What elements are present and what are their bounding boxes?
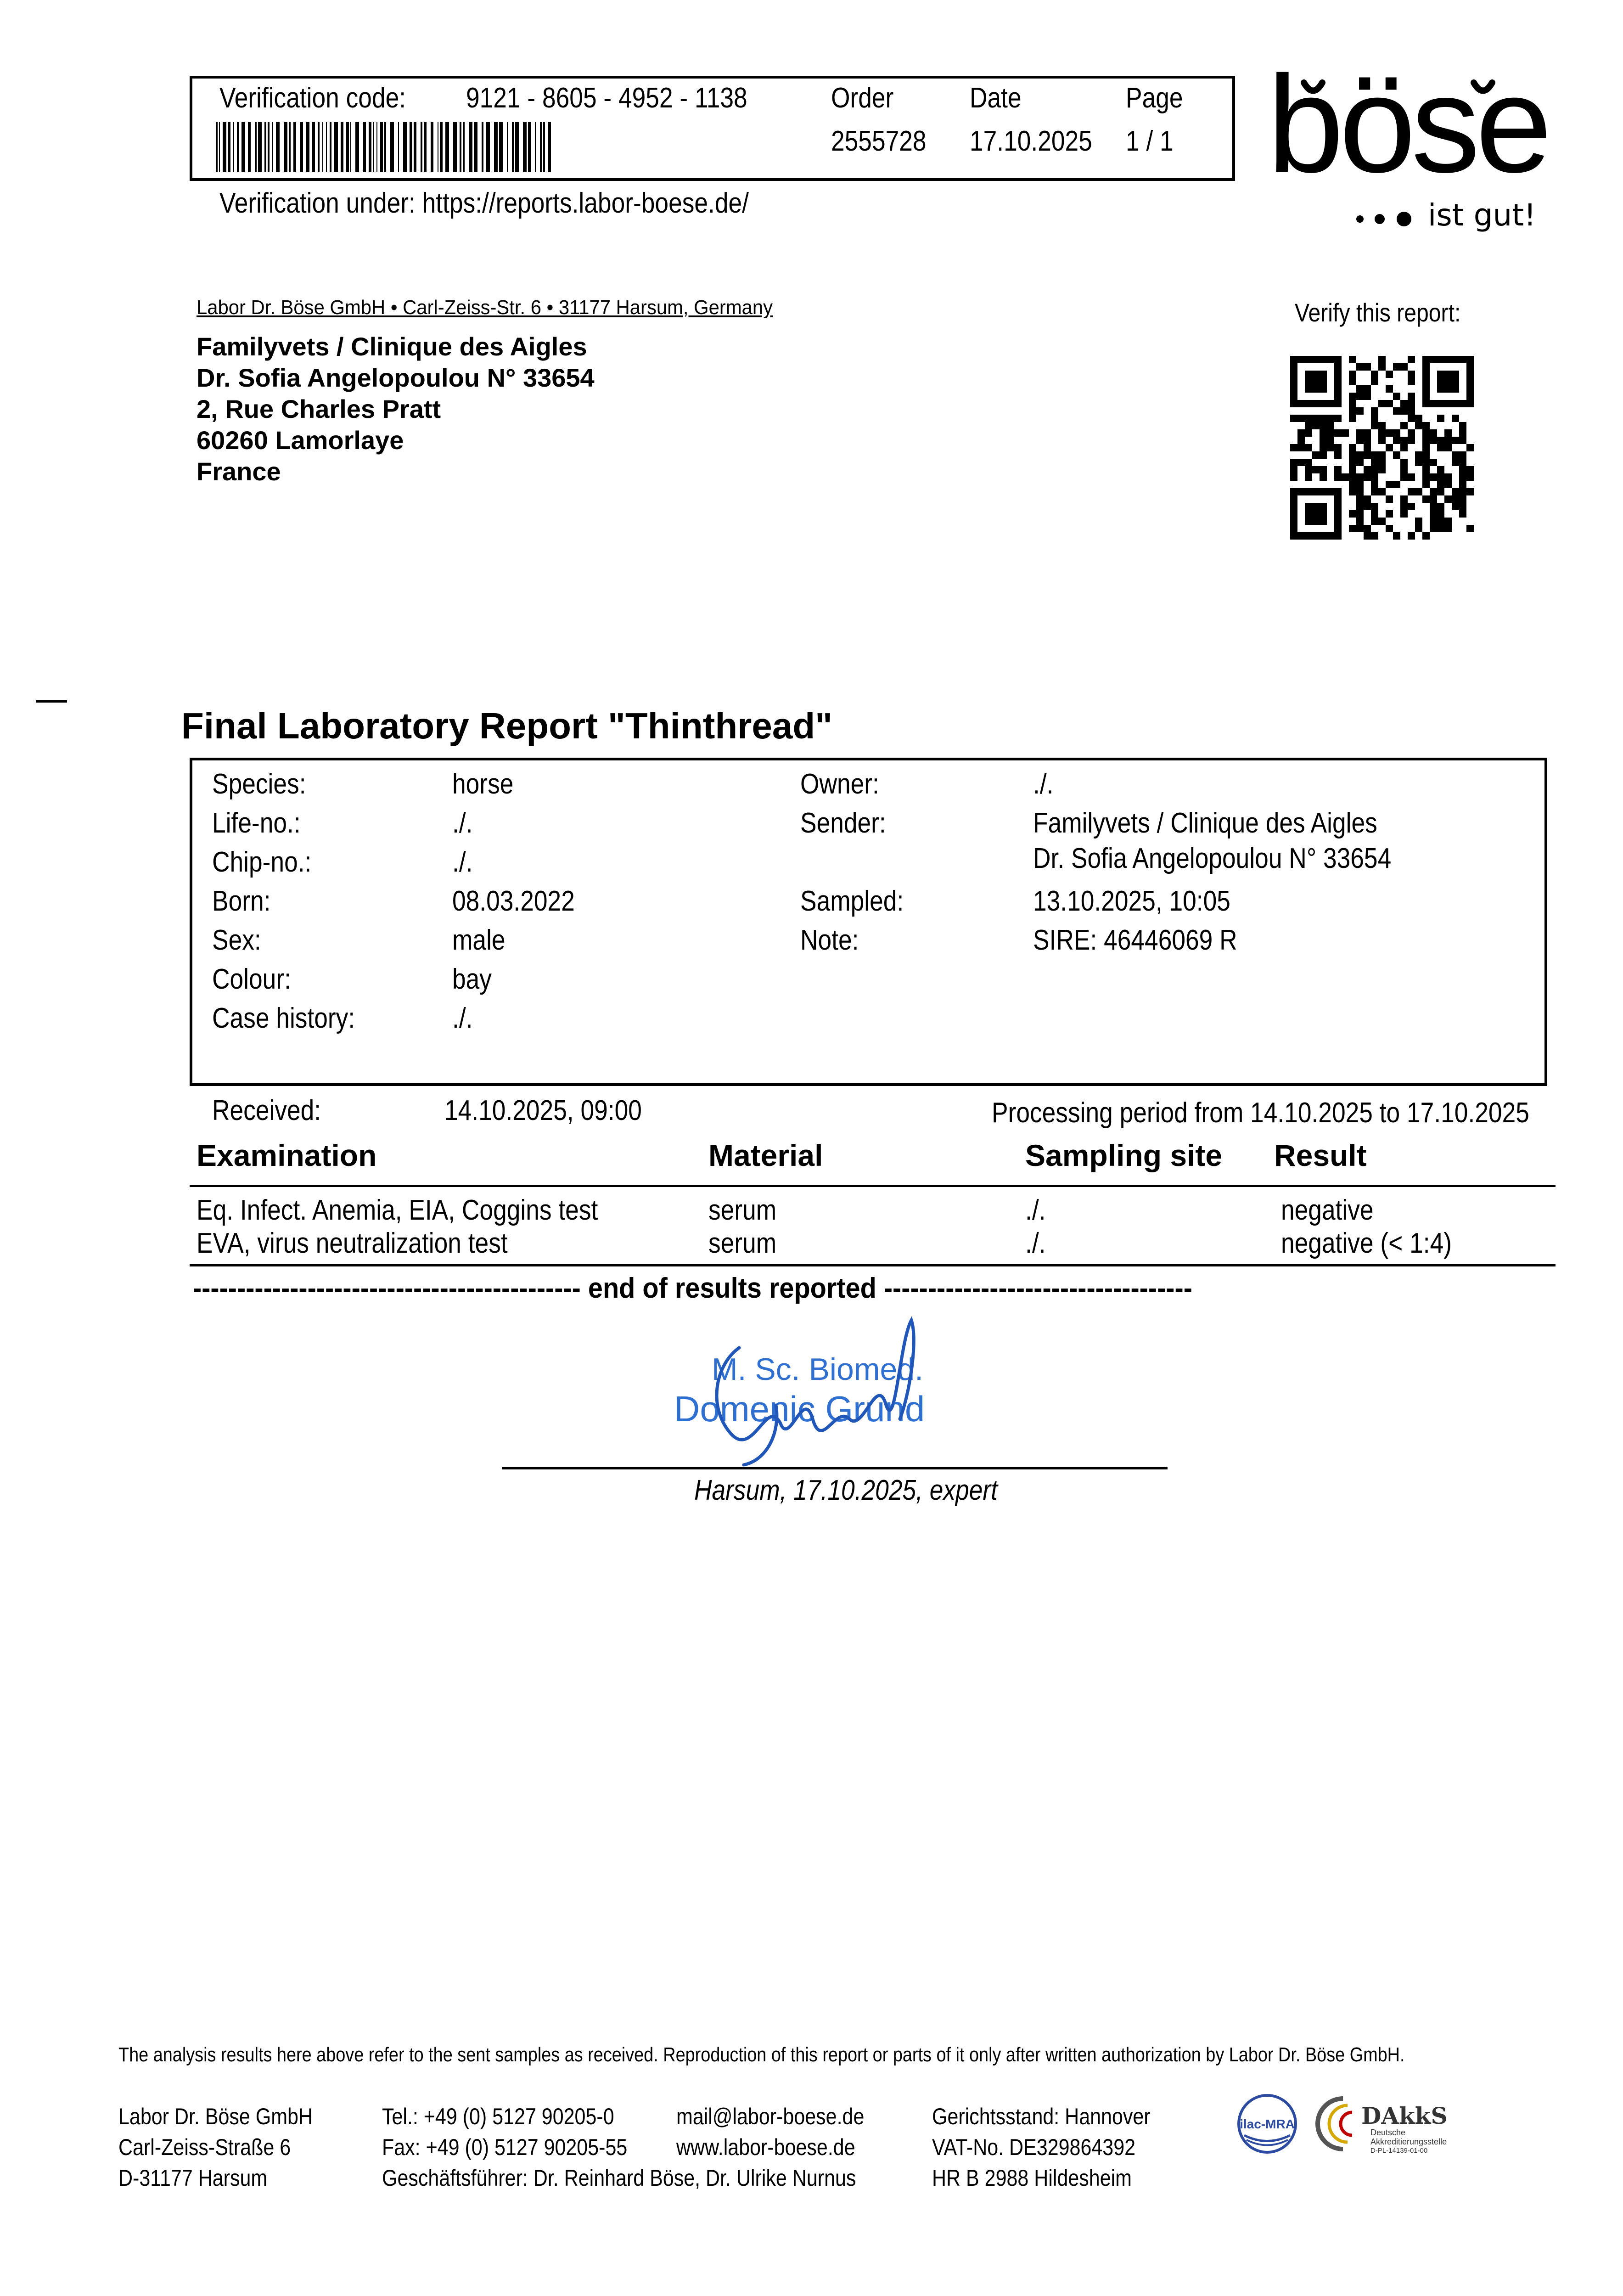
recipient-line-5: France (197, 457, 281, 486)
footer-phone: Tel.: +49 (0) 5127 90205-0 (382, 2104, 614, 2129)
order-label: Order (831, 82, 894, 114)
species-label: Species: (212, 768, 306, 800)
result-cell: negative (1281, 1194, 1374, 1226)
lifeno-value: ./. (452, 807, 473, 839)
stamp-name: Domenic Grund (674, 1389, 925, 1429)
logo-smile-icon (1272, 73, 1529, 106)
col-header-material: Material (708, 1138, 823, 1172)
end-of-results-line: -------------------------------------------- end of results reported ----------------------------------- (193, 1272, 1192, 1304)
case-history-label: Case history: (212, 1002, 355, 1034)
verify-label: Verify this report: (1295, 298, 1461, 327)
sampled-value: 13.10.2025, 10:05 (1033, 885, 1230, 917)
species-value: horse (452, 768, 514, 800)
footer-company: Labor Dr. Böse GmbH (118, 2104, 313, 2129)
exam-cell: Eq. Infect. Anemia, EIA, Coggins test (197, 1194, 598, 1226)
exam-cell: EVA, virus neutralization test (197, 1227, 508, 1259)
signature-rule (502, 1467, 1168, 1469)
sex-value: male (452, 924, 505, 956)
received-label: Received: (212, 1095, 321, 1126)
dakks-line-1: Deutsche (1370, 2128, 1406, 2137)
fold-mark (36, 700, 67, 703)
material-cell: serum (708, 1194, 777, 1226)
result-cell: negative (< 1:4) (1281, 1227, 1452, 1259)
brand-logo: böse (1267, 47, 1548, 201)
dakks-logo-icon (1311, 2092, 1469, 2156)
page-number: 1 / 1 (1126, 125, 1174, 157)
material-cell: serum (708, 1227, 777, 1259)
signature-stamp-image (661, 1313, 983, 1469)
footer-jurisdiction: Gerichtsstand: Hannover (932, 2104, 1151, 2129)
colour-value: bay (452, 963, 492, 995)
verification-url: Verification under: https://reports.labor-boese.de/ (219, 187, 749, 219)
verification-label: Verification code: (219, 82, 406, 114)
footer-city: D-31177 Harsum (118, 2165, 268, 2191)
received-value: 14.10.2025, 09:00 (444, 1095, 642, 1126)
sampled-label: Sampled: (800, 885, 904, 917)
stamp-title: M. Sc. Biomed. (712, 1352, 924, 1387)
recipient-line-2: Dr. Sofia Angelopoulou N° 33654 (197, 363, 595, 392)
col-header-examination: Examination (197, 1138, 377, 1172)
report-date: 17.10.2025 (970, 125, 1092, 157)
tagline-dots-icon (1354, 209, 1423, 227)
footer-fax: Fax: +49 (0) 5127 90205-55 (382, 2134, 628, 2160)
site-cell: ./. (1025, 1227, 1046, 1259)
chipno-value: ./. (452, 846, 473, 878)
lifeno-label: Life-no.: (212, 807, 301, 839)
qr-code-image[interactable] (1290, 356, 1474, 540)
col-header-sampling-site: Sampling site (1025, 1138, 1223, 1172)
signature-caption: Harsum, 17.10.2025, expert (694, 1474, 998, 1506)
sender-value-1: Familyvets / Clinique des Aigles (1033, 807, 1377, 839)
owner-value: ./. (1033, 768, 1054, 800)
dakks-line-2: Akkreditierungsstelle (1370, 2137, 1447, 2146)
recipient-line-1: Familyvets / Clinique des Aigles (197, 332, 587, 361)
note-label: Note: (800, 924, 859, 956)
brand-tagline: ist gut! (1428, 197, 1536, 233)
processing-period: Processing period from 14.10.2025 to 17.10.2025 (992, 1097, 1529, 1129)
footer-website-link[interactable]: www.labor-boese.de (676, 2134, 855, 2160)
footer-register: HR B 2988 Hildesheim (932, 2165, 1132, 2191)
date-label: Date (970, 82, 1022, 114)
footer-street: Carl-Zeiss-Straße 6 (118, 2134, 291, 2160)
table-header-rule (190, 1185, 1556, 1187)
ilac-mra-logo-icon (1235, 2092, 1299, 2156)
verification-code: 9121 - 8605 - 4952 - 1138 (466, 82, 747, 114)
note-value: SIRE: 46446069 R (1033, 924, 1237, 956)
footer-email-link[interactable]: mail@labor-boese.de (676, 2104, 865, 2129)
born-value: 08.03.2022 (452, 885, 575, 917)
sender-label: Sender: (800, 807, 886, 839)
col-header-result: Result (1274, 1138, 1367, 1172)
owner-label: Owner: (800, 768, 879, 800)
dakks-line-3: D-PL-14139-01-00 (1370, 2147, 1428, 2155)
chipno-label: Chip-no.: (212, 846, 312, 878)
ilac-text: ilac-MRA (1240, 2117, 1295, 2131)
sex-label: Sex: (212, 924, 261, 956)
footer-managers: Geschäftsführer: Dr. Reinhard Böse, Dr. Ulrike Nurnus (382, 2165, 856, 2191)
recipient-line-3: 2, Rue Charles Pratt (197, 394, 441, 423)
dakks-text: DAkkS (1361, 2102, 1448, 2129)
disclaimer-text: The analysis results here above refer to the sent samples as received. Reproduction of this report or parts of it only after written authorization by Labor Dr. Böse GmbH. (118, 2043, 1405, 2066)
page-label: Page (1126, 82, 1183, 114)
case-history-value: ./. (452, 1002, 473, 1034)
barcode-image (216, 122, 551, 172)
return-address: Labor Dr. Böse GmbH • Carl-Zeiss-Str. 6 • 31177 Harsum, Germany (197, 296, 773, 319)
recipient-line-4: 60260 Lamorlaye (197, 426, 404, 455)
born-label: Born: (212, 885, 271, 917)
colour-label: Colour: (212, 963, 291, 995)
footer-vat: VAT-No. DE329864392 (932, 2134, 1136, 2160)
sender-value-2: Dr. Sofia Angelopoulou N° 33654 (1033, 843, 1392, 874)
order-number: 2555728 (831, 125, 927, 157)
report-title: Final Laboratory Report "Thinthread" (181, 705, 833, 746)
site-cell: ./. (1025, 1194, 1046, 1226)
table-bottom-rule (190, 1264, 1556, 1266)
